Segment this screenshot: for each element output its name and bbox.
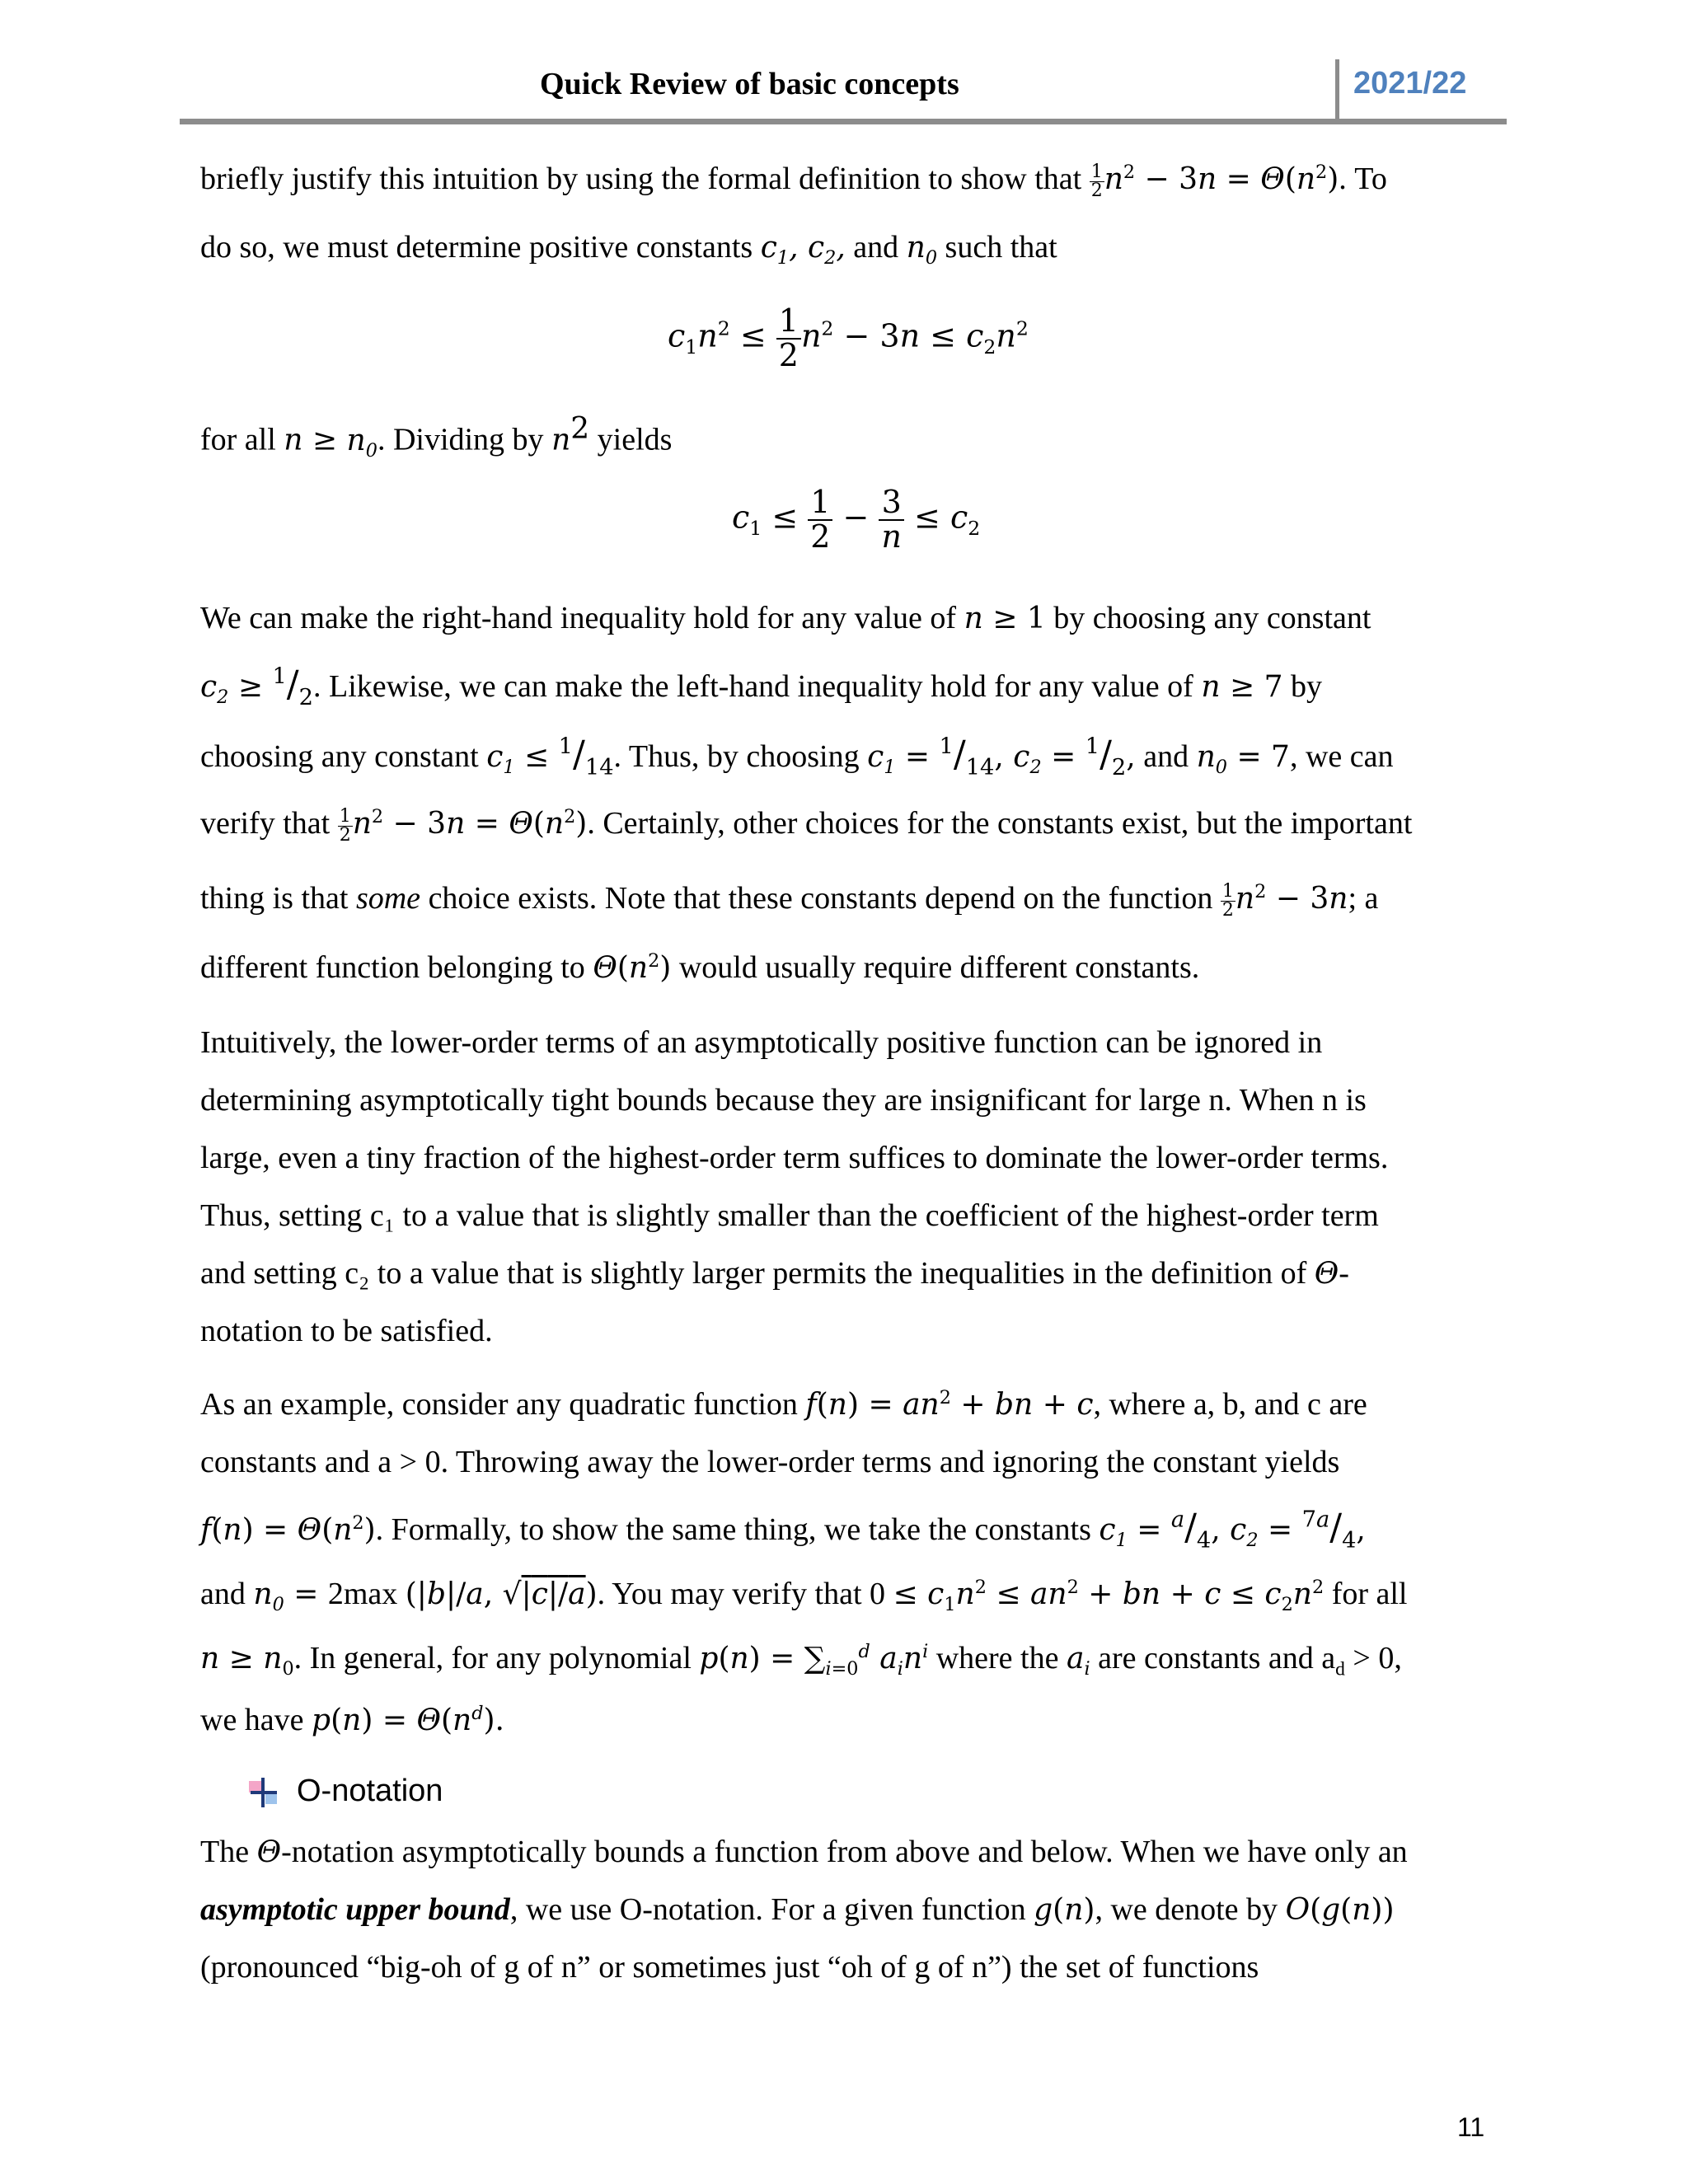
header-title: Quick Review of basic concepts <box>540 67 959 101</box>
text: , we can <box>1289 739 1394 774</box>
text: thing is that <box>200 881 349 916</box>
text: do so, we must determine positive constants <box>200 230 753 265</box>
math: $p(n) = \Theta(n^d)$. <box>312 1703 504 1737</box>
para5-line4: and $n_0 = 2\max$ (|b|/a, √|c|/a). You may verify that $0 \le c_1n^2 \le an^2$ + bn + $c \le c_2n^2$ for all <box>200 1577 1408 1616</box>
para3-line6 <box>200 949 1199 986</box>
para4-line6: notation to be satisfied. <box>200 1314 493 1348</box>
para1-line2 <box>200 229 1057 269</box>
para5-line2: constants and a > 0. Throwing away the lower-order terms and ignoring the constant yields <box>200 1445 1340 1479</box>
para5-line1 <box>200 1386 1367 1422</box>
text: . To <box>1339 162 1387 196</box>
text: . Certainly, other choices for the constants exist, but the important <box>587 806 1413 841</box>
para1-line1 <box>200 161 1387 200</box>
emphasis: asymptotic upper bound <box>200 1892 510 1927</box>
text: verify that <box>200 806 331 841</box>
text: As an example, consider any quadratic function <box>200 1387 798 1422</box>
text: > 0, <box>1353 1641 1402 1675</box>
para6-line2: asymptotic upper bound, we use O-notation. For a given function g(n), we denote by O(g(n)) <box>200 1892 1395 1927</box>
text: . Formally, to show the same thing, we take the constants <box>375 1512 1091 1547</box>
equation-2: $c_1$ ≤ $\frac{1}{2}$ − $\frac{3}{n}$ ≤ $c_2$ <box>732 484 981 555</box>
para3-line3: choosing any constant $c_1 \le ^1/_{14}$. Thus, by choosing $c_1 = ^1/_{14}$, $c_2 = ^1/_2$, and $n_0 = 7$, we can <box>200 733 1394 780</box>
para5-line6 <box>200 1702 504 1738</box>
text: . In general, for any polynomial <box>293 1641 692 1675</box>
math: $\frac{1}{2}$ $n^2 - 3n$ <box>1221 880 1348 921</box>
header-separator <box>1335 59 1339 119</box>
text: and <box>1143 739 1189 774</box>
math: $\frac{1}{2}$ $n^2 - 3n = \Theta(n^2)$ <box>1090 161 1339 201</box>
para6-line3: (pronounced “big-oh of g of n” or sometimes just “oh of g of n”) the set of functions <box>200 1950 1259 1985</box>
text: . Thus, by choosing <box>613 739 860 774</box>
page-number: 11 <box>1457 2112 1485 2142</box>
text: . Dividing by <box>377 422 544 457</box>
text: different function belonging to <box>200 950 585 985</box>
text: and <box>853 230 899 265</box>
para3-line2: $c_2 \ge ^1/_2$. Likewise, we can make the left-hand inequality hold for any value of n ≥ 7 by <box>200 663 1322 710</box>
math: $\frac{1}{2}$ $n^2 - 3n = \Theta(n^2)$ <box>339 805 588 846</box>
math: $f(n) = \Theta(n^2)$ <box>200 1512 376 1547</box>
text: We can make the right-hand inequality hold for any value of <box>200 601 957 635</box>
equation-1: $c_1n^2$ ≤ $\frac{1}{2}$ $n^2 - 3n \le c_2n^2$ <box>668 302 1029 373</box>
para6-line1: The Θ-notation asymptotically bounds a function from above and below. When we have only an <box>200 1835 1408 1869</box>
text: briefly justify this intuition by using the formal definition to show that <box>200 162 1082 196</box>
text: ; a <box>1348 881 1379 916</box>
math: $c_2$ <box>200 670 229 709</box>
math: $n_0$ <box>906 231 938 269</box>
text: and <box>200 1577 246 1611</box>
para4-line5: and setting c₂ to a value that is slightly larger permits the inequalities in the definition of Θ- <box>200 1256 1349 1291</box>
math: Θ <box>1314 1257 1339 1291</box>
text: . You may verify that 0 <box>597 1577 886 1611</box>
para3-line5 <box>200 880 1378 920</box>
text: and setting c₂ to a value that is slightly larger permits the inequalities in the definition of <box>200 1256 1307 1291</box>
math: n <box>1201 670 1221 704</box>
text: , where a, b, and c are <box>1093 1387 1367 1422</box>
math: n <box>551 423 571 457</box>
para4-line2: determining asymptotically tight bounds because they are insignificant for large n. When n is <box>200 1083 1367 1118</box>
section-bullet-icon <box>247 1776 280 1809</box>
text: by choosing any constant <box>1053 601 1372 635</box>
text: would usually require different constants. <box>678 950 1200 985</box>
emphasis: some <box>355 881 421 916</box>
math: n <box>964 602 983 635</box>
text: for all <box>1331 1577 1408 1611</box>
header-year: 2021/22 <box>1353 66 1467 101</box>
text: , we denote by <box>1095 1892 1278 1927</box>
para5-line3: $f(n) = \Theta(n^2)$. Formally, to show the same thing, we take the constants $c_1 = ^a/_4$, $c_2 = ^{7a}/_4$, <box>200 1507 1366 1554</box>
math: $f(n) = an^2$ + bn + c <box>805 1387 1094 1422</box>
text: by <box>1290 669 1322 704</box>
text: for all <box>200 422 276 457</box>
header-rule <box>180 119 1507 124</box>
text: The <box>200 1835 250 1869</box>
math: n <box>284 423 303 457</box>
math: $n \ge n_0$ <box>200 1642 294 1680</box>
para3-line1: We can make the right-hand inequality hold for any value of n ≥ 1 by choosing any constant <box>200 601 1372 635</box>
math: $c_1$, $c_2$, <box>760 231 846 269</box>
para4-line1: Intuitively, the lower-order terms of an asymptotically positive function can be ignored in <box>200 1025 1323 1060</box>
para5-line5: $n \ge n_0$. In general, for any polynomial $p(n) = \sum_{i=0}^d$ $a_in^i$ where the $a_i$ are constants and $a_d > 0$, <box>200 1641 1402 1680</box>
section-title: O-notation <box>297 1774 443 1808</box>
para3-line4 <box>200 805 1412 845</box>
text: where the <box>935 1641 1059 1675</box>
text: . Likewise, we can make the left-hand inequality hold for any value of <box>312 669 1193 704</box>
text: such that <box>945 230 1057 265</box>
text: choosing any constant <box>200 739 479 774</box>
para4-line3: large, even a tiny fraction of the highest-order term suffices to dominate the lower-order terms. <box>200 1141 1389 1175</box>
text: choice exists. Note that these constants depend on the function <box>428 881 1213 916</box>
text: yields <box>597 422 673 457</box>
para2-line1: for all $n \ge n_0$. Dividing by $n^2$ yields <box>200 412 673 462</box>
text: -notation asymptotically bounds a function from above and below. When we have only an <box>281 1835 1408 1869</box>
para4-line4: Thus, setting c₁ to a value that is slightly smaller than the coefficient of the highest-order term <box>200 1198 1379 1233</box>
text: are constants and a <box>1098 1641 1336 1675</box>
text: 2max <box>327 1577 398 1611</box>
text: we have <box>200 1703 304 1737</box>
text: , we use O-notation. For a given function <box>509 1892 1026 1927</box>
math: $c_1$ <box>486 740 515 779</box>
math: $\Theta(n^2)$ <box>593 950 672 985</box>
